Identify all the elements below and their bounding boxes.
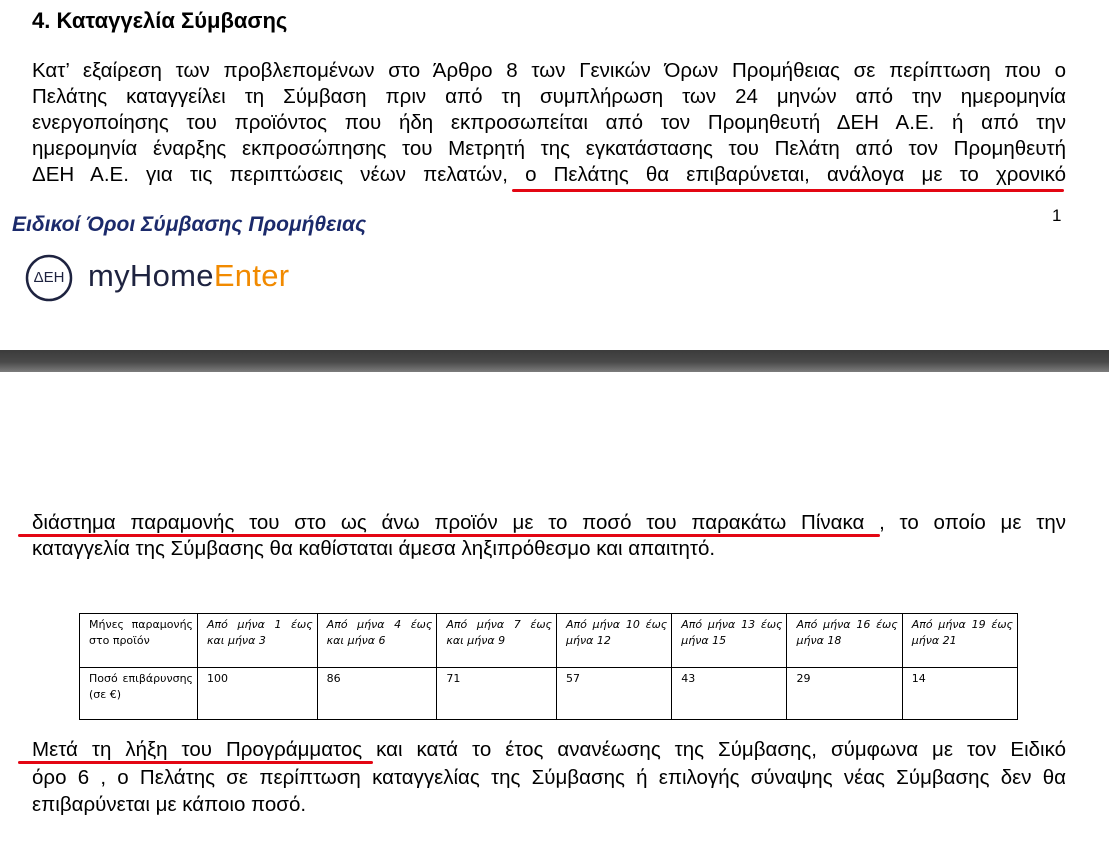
table-cell-period: Από μήνα 10 έως μήνα 12 bbox=[557, 614, 672, 668]
paragraph-1-line-1: Κατ’ εξαίρεση των προβλεπομένων στο Άρθρο 8 των Γενικών Όρων Προμήθειας σε περίπτωση που ο bbox=[32, 59, 1066, 82]
red-underline-3 bbox=[18, 761, 373, 764]
paragraph-1-line-2: Πελάτης καταγγείλει τη Σύμβαση πριν από τη συμπλήρωση των 24 μηνών από την ημερομηνία bbox=[32, 85, 1066, 108]
table-cell-period: Από μήνα 19 έως μήνα 21 bbox=[902, 614, 1017, 668]
red-underline-1 bbox=[512, 189, 1064, 192]
table-cell-period: Από μήνα 4 έως και μήνα 6 bbox=[317, 614, 437, 668]
table-cell-amount: 100 bbox=[198, 668, 318, 720]
footer-title: Ειδικοί Όροι Σύμβασης Προμήθειας bbox=[12, 213, 367, 236]
paragraph-1-line-4: ημερομηνία έναρξης εκπροσώπησης του Μετρητή της εγκατάστασης του Πελάτη από τον Προμηθευτή bbox=[32, 137, 1066, 160]
closing-line-3: επιβαρύνεται με κάποιο ποσό. bbox=[32, 793, 307, 816]
table-row-header: Ποσό επιβάρυνσης (σε €) bbox=[80, 668, 198, 720]
paragraph-1-last-plain: ΔΕΗ Α.Ε. για τις περιπτώσεις νέων πελατών, bbox=[32, 163, 526, 186]
table-cell-amount: 71 bbox=[437, 668, 557, 720]
table-row bbox=[80, 668, 1018, 720]
table-row bbox=[80, 614, 1018, 668]
closing-line-2: όρο 6 , ο Πελάτης σε περίπτωση καταγγελίας της Σύμβασης ή επιλογής σύναψης νέας Σύμβασης δεν θα bbox=[32, 766, 1066, 789]
continuation-underlined: διάστημα παραμονής του στο ως άνω προϊόν με το ποσό του παρακάτω Πίνακα bbox=[32, 511, 865, 534]
table-cell-period: Από μήνα 7 έως και μήνα 9 bbox=[437, 614, 557, 668]
page-separator bbox=[0, 350, 1109, 372]
continuation-plain: , το οποίο με την bbox=[864, 511, 1066, 534]
closing-underlined: Μετά τη λήξη του Προγράμματος bbox=[32, 738, 363, 761]
page-number: 1 bbox=[1052, 206, 1062, 225]
table-cell-amount: 29 bbox=[787, 668, 902, 720]
continuation-line-2: καταγγελία της Σύμβασης θα καθίσταται άμεσα ληξιπρόθεσμο και απαιτητό. bbox=[32, 537, 716, 560]
brand-wordmark-accent: Enter bbox=[213, 258, 290, 293]
paragraph-1-last-underlined: ο Πελάτης θα επιβαρύνεται, ανάλογα με το χρονικό bbox=[525, 163, 1066, 186]
table-cell-amount: 43 bbox=[672, 668, 787, 720]
paragraph-1-line-5 bbox=[32, 162, 1066, 187]
fee-table bbox=[79, 613, 1018, 720]
dei-logo-mark: ΔΕΗ bbox=[33, 269, 65, 286]
table-cell-period: Από μήνα 1 έως και μήνα 3 bbox=[198, 614, 318, 668]
brand-wordmark-main: myHome bbox=[88, 258, 214, 293]
table-cell-period: Από μήνα 16 έως μήνα 18 bbox=[787, 614, 902, 668]
table-cell-amount: 57 bbox=[557, 668, 672, 720]
table-row-header: Μήνες παραμονής στο προϊόν bbox=[80, 614, 198, 668]
brand-wordmark bbox=[88, 258, 289, 294]
paragraph-1-line-3: ενεργοποίησης του προϊόντος που ήδη εκπροσωπείται από τον Προμηθευτή ΔΕΗ Α.Ε. ή από την bbox=[32, 111, 1066, 134]
continuation-line-1 bbox=[32, 510, 1066, 535]
section-heading: 4. Καταγγελία Σύμβασης bbox=[32, 8, 288, 33]
table-cell-amount: 14 bbox=[902, 668, 1017, 720]
closing-plain: και κατά το έτος ανανέωσης της Σύμβασης, σύμφωνα με τον Ειδικό bbox=[362, 738, 1067, 761]
table-cell-amount: 86 bbox=[317, 668, 437, 720]
closing-line-1 bbox=[32, 737, 1066, 762]
table-cell-period: Από μήνα 13 έως μήνα 15 bbox=[672, 614, 787, 668]
